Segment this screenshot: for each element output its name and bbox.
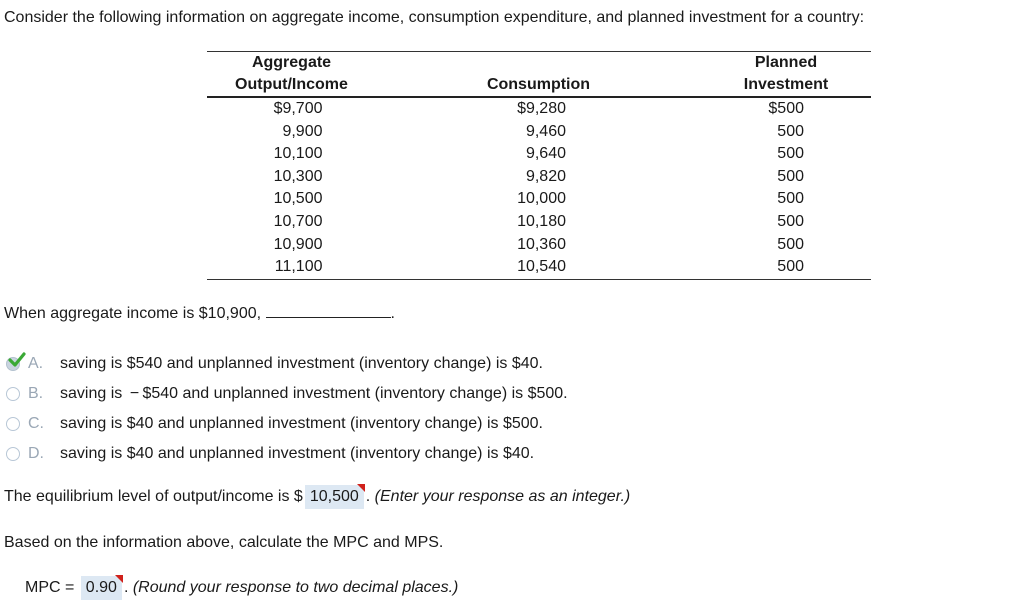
header-investment: Planned Investment <box>743 54 829 93</box>
option-letter: C. <box>28 415 44 432</box>
cell-income: 10,100 <box>273 145 323 163</box>
option-text: saving is $40 and unplanned investment (inventory change) is $500. <box>60 415 543 432</box>
cell-consumption: 9,820 <box>525 167 566 185</box>
answer-options <box>6 349 568 469</box>
answer-flag-icon <box>357 484 365 492</box>
option-b[interactable] <box>6 379 568 409</box>
option-text: saving is $540 and unplanned investment (inventory change) is $40. <box>60 355 543 372</box>
table-row <box>207 188 871 211</box>
cell-income: 10,700 <box>273 212 323 230</box>
question-text: When aggregate income is $10,900, <box>4 305 262 322</box>
question-prompt <box>4 303 395 323</box>
header-income: Aggregate Output/Income <box>235 54 348 93</box>
option-letter: D. <box>28 445 44 462</box>
cell-consumption: 10,360 <box>517 235 566 253</box>
radio-button-selected[interactable] <box>6 357 20 371</box>
equilibrium-text: The equilibrium level of output/income is $ <box>4 488 303 505</box>
cell-income: 10,900 <box>273 235 323 253</box>
equilibrium-hint: (Enter your response as an integer.) <box>374 488 631 505</box>
cell-consumption: 9,640 <box>525 145 566 163</box>
table-row <box>207 121 871 144</box>
mpc-mps-instruction: Based on the information above, calculate the MPC and MPS. <box>4 534 444 551</box>
option-c[interactable] <box>6 409 568 439</box>
table-row <box>207 256 871 279</box>
radio-button[interactable] <box>6 417 20 431</box>
cell-consumption: $9,280 <box>517 100 566 117</box>
cell-income: 9,900 <box>282 122 323 140</box>
cell-investment: 500 <box>701 256 871 279</box>
intro-text: Consider the following information on aggregate income, consumption expenditure, and planned investment for a country: <box>4 9 865 26</box>
cell-investment: 500 <box>777 212 804 230</box>
table-row <box>207 234 871 257</box>
cell-investment: $500 <box>768 100 804 117</box>
radio-button[interactable] <box>6 387 20 401</box>
answer-flag-icon <box>115 575 123 583</box>
question-period: . <box>390 305 395 322</box>
option-text: saving is $40 and unplanned investment (inventory change) is $40. <box>60 445 535 462</box>
cell-investment: 500 <box>777 235 804 253</box>
cell-income: 10,500 <box>273 190 323 208</box>
cell-income: $9,700 <box>273 100 323 117</box>
table-header-row <box>207 52 871 98</box>
header-consumption: Consumption <box>486 76 591 93</box>
cell-consumption: 9,460 <box>525 122 566 140</box>
mpc-label: MPC = <box>25 579 75 596</box>
option-a[interactable] <box>6 349 568 379</box>
mpc-answer-value: 0.90 <box>85 579 117 596</box>
cell-income: 10,300 <box>273 167 323 185</box>
cell-investment: 500 <box>777 167 804 185</box>
cell-consumption: 10,180 <box>517 212 566 230</box>
option-letter: B. <box>28 385 44 402</box>
equilibrium-answer-value: 10,500 <box>309 488 359 505</box>
answer-blank <box>266 303 391 318</box>
cell-investment: 500 <box>777 145 804 163</box>
table-row <box>207 166 871 189</box>
equilibrium-period: . <box>365 488 371 505</box>
cell-consumption: 10,540 <box>376 256 701 279</box>
cell-investment: 500 <box>777 122 804 140</box>
mpc-question <box>25 576 458 600</box>
data-table <box>207 51 871 280</box>
cell-investment: 500 <box>777 190 804 208</box>
equilibrium-question <box>4 485 630 509</box>
mpc-answer-field[interactable] <box>81 576 122 600</box>
option-text: saving is − $540 and unplanned investment (inventory change) is $500. <box>60 385 568 402</box>
table-row <box>207 97 871 121</box>
mpc-hint: (Round your response to two decimal places.) <box>132 579 459 596</box>
checkmark-icon <box>8 352 26 368</box>
mpc-period: . <box>123 579 129 596</box>
option-letter: A. <box>28 355 44 372</box>
table-row <box>207 211 871 234</box>
cell-income: 11,100 <box>207 256 376 279</box>
cell-consumption: 10,000 <box>517 190 566 208</box>
equilibrium-answer-field[interactable] <box>305 485 364 509</box>
option-d[interactable] <box>6 439 568 469</box>
radio-button[interactable] <box>6 447 20 461</box>
table-row <box>207 143 871 166</box>
